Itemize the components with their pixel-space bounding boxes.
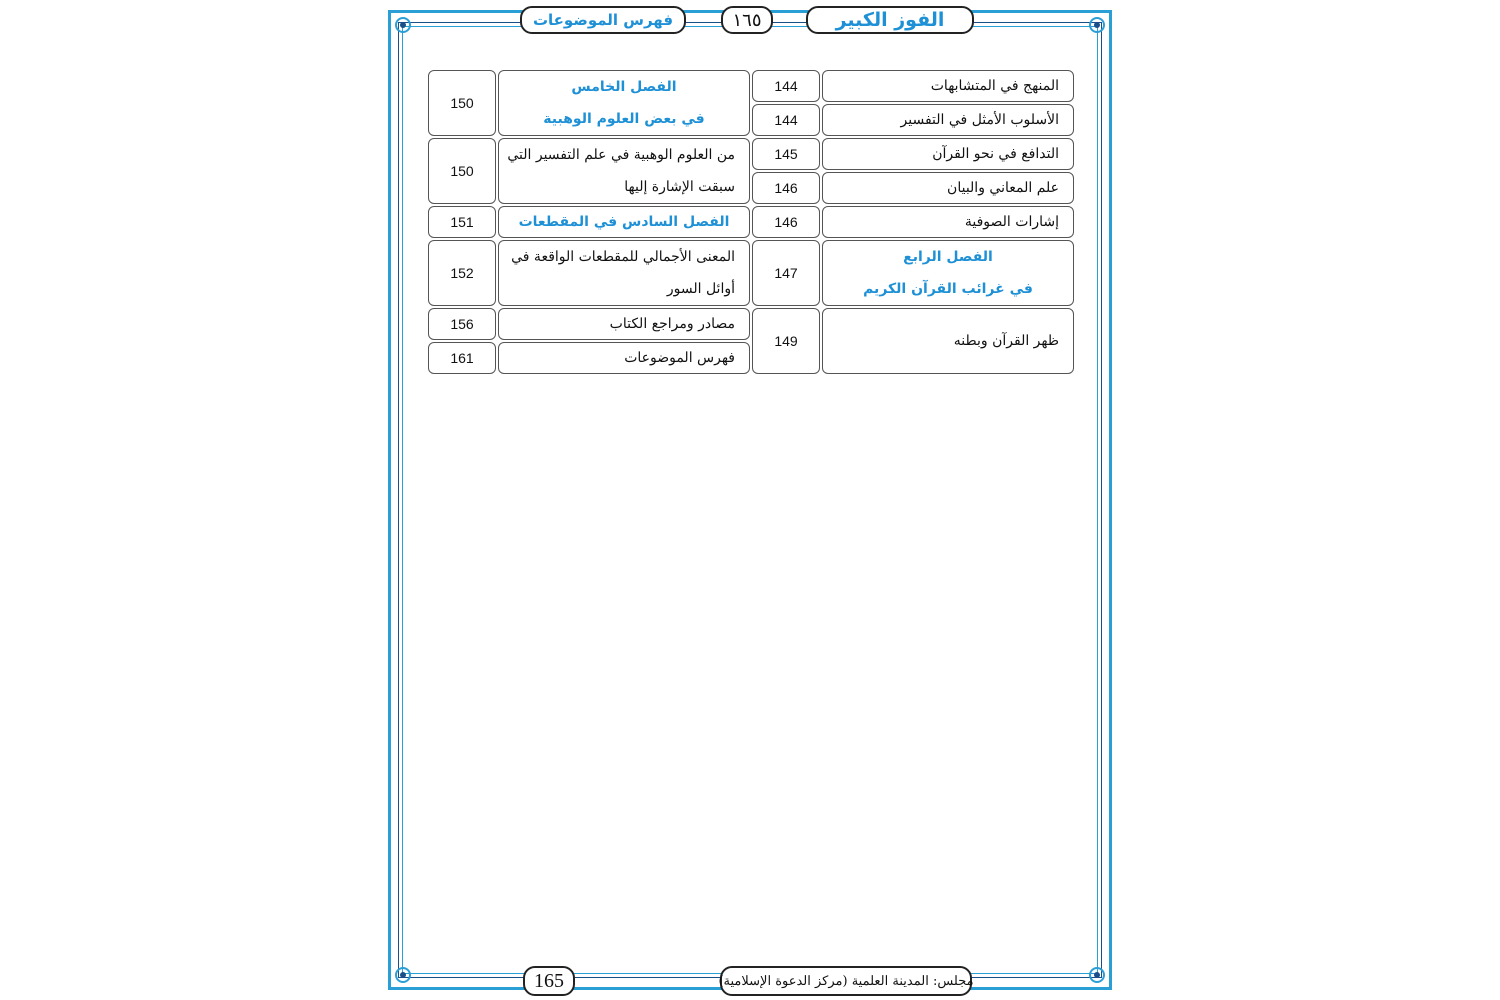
corner-ornament-icon (390, 12, 416, 38)
toc-heading-line: الفصل الرابع (903, 249, 993, 265)
toc-entry: الأسلوب الأمثل في التفسير (822, 104, 1074, 136)
toc-entry-line: من العلوم الوهبية في علم التفسير التي (507, 147, 735, 163)
toc-heading-line: في غرائب القرآن الكريم (863, 281, 1033, 297)
toc-heading-line: في بعض العلوم الوهبية (543, 111, 705, 127)
book-title (806, 6, 974, 34)
header-page-number-text: ١٦٥ (732, 9, 762, 31)
toc-entry: المنهج في المتشابهات (822, 70, 1074, 102)
toc-page-number: 150 (428, 138, 496, 204)
toc-page-number: 149 (752, 308, 820, 374)
toc-entry: علم المعاني والبيان (822, 172, 1074, 204)
section-title (520, 6, 686, 34)
footer-page-number (523, 966, 575, 996)
toc-heading-line: الفصل الخامس (571, 79, 677, 95)
footer-page-number-text: 165 (534, 969, 564, 992)
toc-page-number: 161 (428, 342, 496, 374)
toc-page-number: 152 (428, 240, 496, 306)
toc-entry-line: سبقت الإشارة إليها (624, 179, 735, 195)
publisher-text: مجلس: المدينة العلمية (مركز الدعوة الإسلامية) (718, 973, 974, 989)
toc-entry: مصادر ومراجع الكتاب (498, 308, 750, 340)
toc-chapter-heading (822, 240, 1074, 306)
section-title-text: فهرس الموضوعات (532, 11, 674, 29)
header-page-number (721, 6, 773, 34)
toc-table (426, 68, 1076, 376)
corner-ornament-icon (1084, 12, 1110, 38)
corner-ornament-icon (390, 962, 416, 988)
toc-entry: التدافع في نحو القرآن (822, 138, 1074, 170)
corner-ornament-icon (1084, 962, 1110, 988)
toc-entry (498, 240, 750, 306)
toc-page-number: 144 (752, 104, 820, 136)
toc-chapter-heading: الفصل السادس في المقطعات (498, 206, 750, 238)
toc-page-number: 145 (752, 138, 820, 170)
toc-page-number: 146 (752, 206, 820, 238)
toc-page-number: 150 (428, 70, 496, 136)
toc-page-number: 144 (752, 70, 820, 102)
toc-page-number: 156 (428, 308, 496, 340)
publisher-label (720, 966, 972, 996)
toc-page-number: 146 (752, 172, 820, 204)
toc-page-number: 151 (428, 206, 496, 238)
book-title-text: الفوز الكبير (835, 9, 945, 31)
toc-page-number: 147 (752, 240, 820, 306)
toc-entry: ظهر القرآن وبطنه (822, 308, 1074, 374)
toc-entry-line: أوائل السور (666, 281, 735, 297)
toc-entry: فهرس الموضوعات (498, 342, 750, 374)
toc-chapter-heading (498, 70, 750, 136)
toc-entry-line: المعنى الأجمالي للمقطعات الواقعة في (511, 249, 735, 265)
toc-entry (498, 138, 750, 204)
toc-entry: إشارات الصوفية (822, 206, 1074, 238)
